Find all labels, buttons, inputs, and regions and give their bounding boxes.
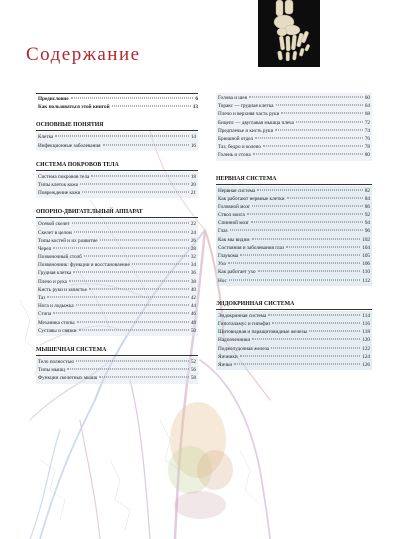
toc-left-column: [36, 93, 198, 384]
toc-entry[interactable]: Голень и стопа 80: [218, 152, 370, 159]
foot-skeleton-image: [258, 0, 320, 67]
toc-entry[interactable]: Типы костей и их развитие 26: [38, 237, 196, 244]
toc-entry[interactable]: Спинной мозг 94: [218, 220, 370, 227]
divider: [36, 217, 198, 218]
toc-right-column: [216, 93, 372, 370]
toc-entry[interactable]: Эндокринная система 114: [218, 312, 370, 319]
toc-entry[interactable]: Торакс — грудная клетка 64: [218, 103, 370, 110]
toc-entry[interactable]: Голова и шея 60: [218, 95, 370, 101]
toc-entry[interactable]: Позвоночный столб 32: [38, 254, 196, 261]
toc-entry[interactable]: Скелет в целом 24: [38, 229, 196, 236]
toc-entry[interactable]: Таз, бедро и колено 78: [218, 144, 370, 151]
toc-entry[interactable]: Предплечье и кисть руки 74: [218, 127, 370, 134]
toc-entry[interactable]: Нос 112: [218, 277, 370, 284]
toc-entry[interactable]: Глаукома 105: [218, 253, 370, 259]
toc-entry[interactable]: Типы мышц 56: [38, 367, 196, 374]
toc-entry[interactable]: Нога и лодыжка 44: [38, 303, 196, 310]
toc-entry[interactable]: Система покровов тела 18: [38, 173, 196, 180]
toc-entry[interactable]: Суставы и связки 50: [38, 327, 196, 334]
toc-entry[interactable]: Инфекционные заболевания 16: [38, 142, 196, 149]
divider: [36, 170, 198, 171]
toc-entry[interactable]: Состояния и заболевания глаз 104: [218, 244, 370, 251]
toc-entry[interactable]: Кисть руки и запястье 40: [38, 286, 196, 293]
toc-entry[interactable]: Череп 28: [38, 245, 196, 252]
toc-intro: [36, 95, 198, 111]
toc-entry[interactable]: Яичники 124: [218, 353, 370, 360]
toc-section: [216, 93, 372, 161]
toc-section: [216, 186, 372, 286]
toc-entry[interactable]: Стопа 46: [38, 311, 196, 318]
section-title: ЭНДОКРИННАЯ СИСТЕМА: [216, 300, 295, 307]
section-title: СИСТЕМА ПОКРОВОВ ТЕЛА: [36, 161, 119, 168]
toc-entry[interactable]: Повреждение кожи 21: [38, 190, 196, 197]
section-title: ОПОРНО-ДВИГАТЕЛЬНЫЙ АППАРАТ: [36, 209, 143, 216]
toc-entry[interactable]: Предисловие 6: [38, 96, 198, 102]
toc-section: [36, 357, 198, 384]
toc-entry[interactable]: Щитовидная и паращитовидные железы 118: [218, 329, 370, 336]
toc-entry[interactable]: Как работают нервные клетки 84: [218, 195, 370, 202]
divider: [216, 184, 372, 185]
divider: [36, 93, 198, 94]
toc-entry[interactable]: Механика стопы 48: [38, 319, 196, 326]
toc-entry[interactable]: Клетка 14: [38, 134, 196, 141]
toc-entry[interactable]: Позвоночник: функции и восстановление 34: [38, 262, 196, 269]
divider: [36, 130, 198, 131]
toc-entry[interactable]: Функции скелетных мышц 58: [38, 375, 196, 382]
toc-entry[interactable]: Глаз 96: [218, 228, 370, 235]
page-title: Содержание: [26, 44, 141, 65]
section-title: МЫШЕЧНАЯ СИСТЕМА: [36, 346, 107, 353]
toc-entry[interactable]: Плечо и рука 38: [38, 278, 196, 285]
toc-section: [216, 311, 372, 370]
divider: [216, 309, 372, 310]
toc-entry[interactable]: Ствол мозга 92: [218, 212, 370, 219]
toc-entry[interactable]: Брюшной отдел 76: [218, 135, 370, 142]
toc-entry[interactable]: Как пользоваться этой книгой 13: [38, 104, 198, 111]
toc-entry[interactable]: Таз 42: [38, 295, 196, 301]
foot-bones-icon: [258, 0, 320, 67]
toc-entry[interactable]: Ухо 106: [218, 261, 370, 268]
toc-entry[interactable]: Яички 126: [218, 361, 370, 368]
toc-entry[interactable]: Бицепс — двуглавая мышца плеча 72: [218, 119, 370, 126]
toc-entry[interactable]: Осевой скелет 22: [38, 221, 196, 228]
toc-entry[interactable]: Как работает ухо 110: [218, 269, 370, 276]
toc-entry[interactable]: Гипоталамус и гипофиз 116: [218, 320, 370, 327]
toc-entry[interactable]: Нервная система 82: [218, 187, 370, 194]
toc-section: [36, 172, 198, 199]
toc-entry[interactable]: Как мы видим 102: [218, 236, 370, 243]
toc-entry[interactable]: Поджелудочная железа 122: [218, 345, 370, 352]
toc-section: [36, 219, 198, 336]
divider: [36, 355, 198, 356]
toc-entry[interactable]: Плечо и верхняя часть руки 68: [218, 111, 370, 118]
toc-section: [36, 132, 198, 150]
section-title: НЕРВНАЯ СИСТЕМА: [216, 175, 277, 182]
toc-entry[interactable]: Надпочечники 120: [218, 337, 370, 344]
section-title: ОСНОВНЫЕ ПОНЯТИЯ: [36, 122, 104, 129]
toc-entry[interactable]: Тело полностью 52: [38, 358, 196, 365]
toc-entry[interactable]: Головной мозг 86: [218, 203, 370, 210]
toc-entry[interactable]: Грудная клетка 36: [38, 270, 196, 277]
toc-entry[interactable]: Типы клеток кожи 20: [38, 181, 196, 188]
